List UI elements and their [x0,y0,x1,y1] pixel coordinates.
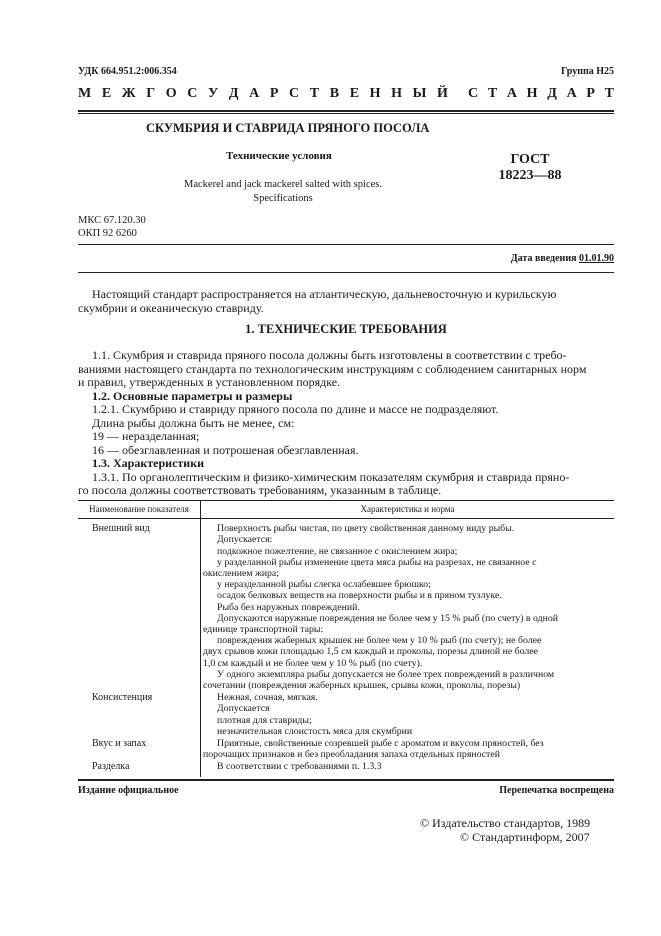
clause-1-3-1-line2: го посола должны соответствовать требованиям, указанным в таблице. [78,483,442,497]
banner-letter: С [187,86,198,101]
appearance-line: Допускается: [217,534,273,546]
group-code: Группа Н25 [561,66,614,77]
appearance-line: единице транспортной тары: [203,624,324,636]
banner-letter: Й [437,86,448,101]
row-name-cutting: Разделка [78,760,201,776]
intro-line1: Настоящий стандарт распространяется на атлантическую, дальневосточную и курильскую [92,287,557,301]
clause-1-3-1-line1: 1.3.1. По органолептическим и физико-химическим показателям скумбрия и ставрида пряно- [92,469,570,484]
appearance-line: подкожное пожелтение, не связанное с окислением жира; [217,545,458,557]
clause-1-1-line2: ваниями настоящего стандарта по технологическим инструкциям с соблюдением санитарных норм [78,361,587,376]
banner-letter: С [289,86,300,101]
col-header-norm: Характеристика и норма [201,501,615,519]
clause-1-1-line1: 1.1. Скумбрия и ставрида пряного посола должны быть изготовлены в соответствии с требо- [92,348,567,362]
length-item-2: 16 — обезглавленная и потрошеная обезглавленная. [92,442,359,457]
consistency-line: Нежная, сочная, мягкая. [217,692,318,704]
row-name-appearance: Внешний вид [78,519,201,692]
taste-line: Приятные, свойственные созревшей рыбе с ароматом и вкусом пряностей, без [217,738,544,750]
length-item-1: 19 — неразделанная; [92,429,200,443]
copyright-publisher: © Издательство стандартов, 1989 [420,816,591,830]
gost-label: ГОСТ [510,152,550,167]
row-value-appearance [201,519,615,692]
appearance-line: осадок белковых веществ на поверхности рыбы и в пряном тузлуке. [217,590,502,602]
characteristics-table [78,500,614,777]
banner-letter: Т [487,86,498,101]
gost-number: 18223—88 [498,168,562,183]
appearance-line: повреждения жаберных крышек не более чем у 10 % рыб (по счету); не более [217,635,542,647]
footer-rule [78,779,614,781]
consistency-line: незначительная слоистость мяса для скумбрии [217,725,413,737]
row-name-taste: Вкус и запах [78,737,201,760]
banner-letter: Д [547,86,557,101]
appearance-line: окислением жира; [203,568,279,580]
clause-1-1 [78,349,614,498]
banner-letter: Е [101,86,112,101]
appearance-line: 1,0 см каждый и не более чем у 10 % рыб (по счету). [203,657,423,669]
banner-letter: Т [604,86,614,101]
banner-letter: Е [349,86,360,101]
appearance-line: у разделанной рыбы изменение цвета мяса рыбы на разрезах, не связанное с [217,556,537,568]
codes-rule [78,244,614,245]
intro-date [511,253,614,264]
banner-letter: У [208,86,219,101]
banner-letter: Т [309,86,320,101]
row-value-taste [201,737,615,760]
row-value-cutting [201,760,615,776]
english-title-line2: Specifications [253,193,313,204]
row-name-consistency: Консистенция [78,691,201,737]
appearance-line: Рыба без наружных повреждений. [217,601,360,613]
clause-1-2-1: 1.2.1. Скумбрию и ставриду пряного посола по длине и массе не подразделяют. [92,402,499,416]
banner-word-interstate [78,86,448,102]
banner-letter: Н [391,86,403,101]
appearance-line: двух срывов кожи площадью 1,5 см каждый и проколы, порезы длиной не более [203,646,538,658]
col-header-indicator: Наименование показателя [78,501,201,519]
appearance-line: у неразделанной рыбы слегка ослабевшее брюшко; [217,579,431,591]
banner-letter: Н [526,86,538,101]
taste-line: порочащих признаков и без преобладания запаха отдельных пряностей [203,749,500,761]
clause-1-2-title: 1.2. Основные параметры и размеры [92,388,293,403]
banner-letter: А [249,86,260,101]
banner-letter: Н [369,86,381,101]
english-title [178,178,388,206]
table-row [78,691,614,737]
banner-letter: Ж [121,86,136,101]
okp-code: ОКП 92 6260 [78,228,137,239]
banner-letter: Г [146,86,156,101]
document-title: СКУМБРИЯ И СТАВРИДА ПРЯНОГО ПОСОЛА [146,121,430,135]
banner-letter: А [506,86,517,101]
appearance-line: сочетании (повреждения жаберных крышек, срывы кожи, проколы, порезы) [203,680,521,692]
banner-letter: Ы [412,86,427,101]
reprint-prohibited: Перепечатка воспрещена [499,785,614,796]
table-row [78,519,614,692]
header-rule-top [78,110,614,112]
appearance-line: Допускаются наружные повреждения не более чем у 15 % рыб (по счету) в одной [217,612,558,624]
gost-designation [485,152,575,184]
section1-title: 1. ТЕХНИЧЕСКИЕ ТРЕБОВАНИЯ [245,322,447,336]
document-subtitle: Технические условия [226,150,332,162]
classification-codes [78,214,146,240]
appearance-line: Поверхность рыбы чистая, по цвету свойственная данному виду рыбы. [217,523,515,535]
udk-code: УДК 664.951.2:006.354 [78,66,177,77]
clause-1-1-line3: и правил, утвержденных в установленном порядке. [78,375,341,389]
table-header-row [78,501,614,519]
copyright-block [420,816,590,844]
banner-word-standard [468,86,614,102]
banner-letter: А [566,86,577,101]
table-row [78,737,614,760]
official-edition: Издание официальное [78,785,179,796]
banner-letter: М [78,86,92,101]
header-rule-bottom [78,113,614,114]
length-intro: Длина рыбы должна быть не менее, см: [92,415,295,430]
intro-line2: скумбрии и океаническую ставриду. [78,300,264,315]
cutting-line: В соответствии с требованиями п. 1.3.3 [217,761,382,773]
copyright-standartinform: © Стандартинформ, 2007 [460,830,590,844]
banner-letter: С [468,86,479,101]
banner-letter: О [165,86,177,101]
standard-banner [78,86,614,102]
english-title-line1: Mackerel and jack mackerel salted with spices. [184,179,382,190]
banner-letter: Р [586,86,595,101]
clause-1-3-title: 1.3. Характеристики [92,456,205,470]
banner-letter: Р [269,86,279,101]
appearance-line: У одного экземпляра рыбы допускается не более трех повреждений в различном [217,668,555,680]
intro-paragraph [78,288,614,315]
row-value-consistency [201,691,615,737]
consistency-line: плотная для ставриды; [217,714,312,726]
banner-letter: Д [228,86,239,101]
intro-date-label: Дата введения [510,253,577,264]
table-row [78,760,614,776]
consistency-line: Допускается [217,703,270,715]
intro-date-value: 01.01.90 [579,253,614,264]
banner-letter: В [329,86,340,101]
date-rule [78,272,614,273]
mks-code: МКС 67.120.30 [78,215,146,226]
